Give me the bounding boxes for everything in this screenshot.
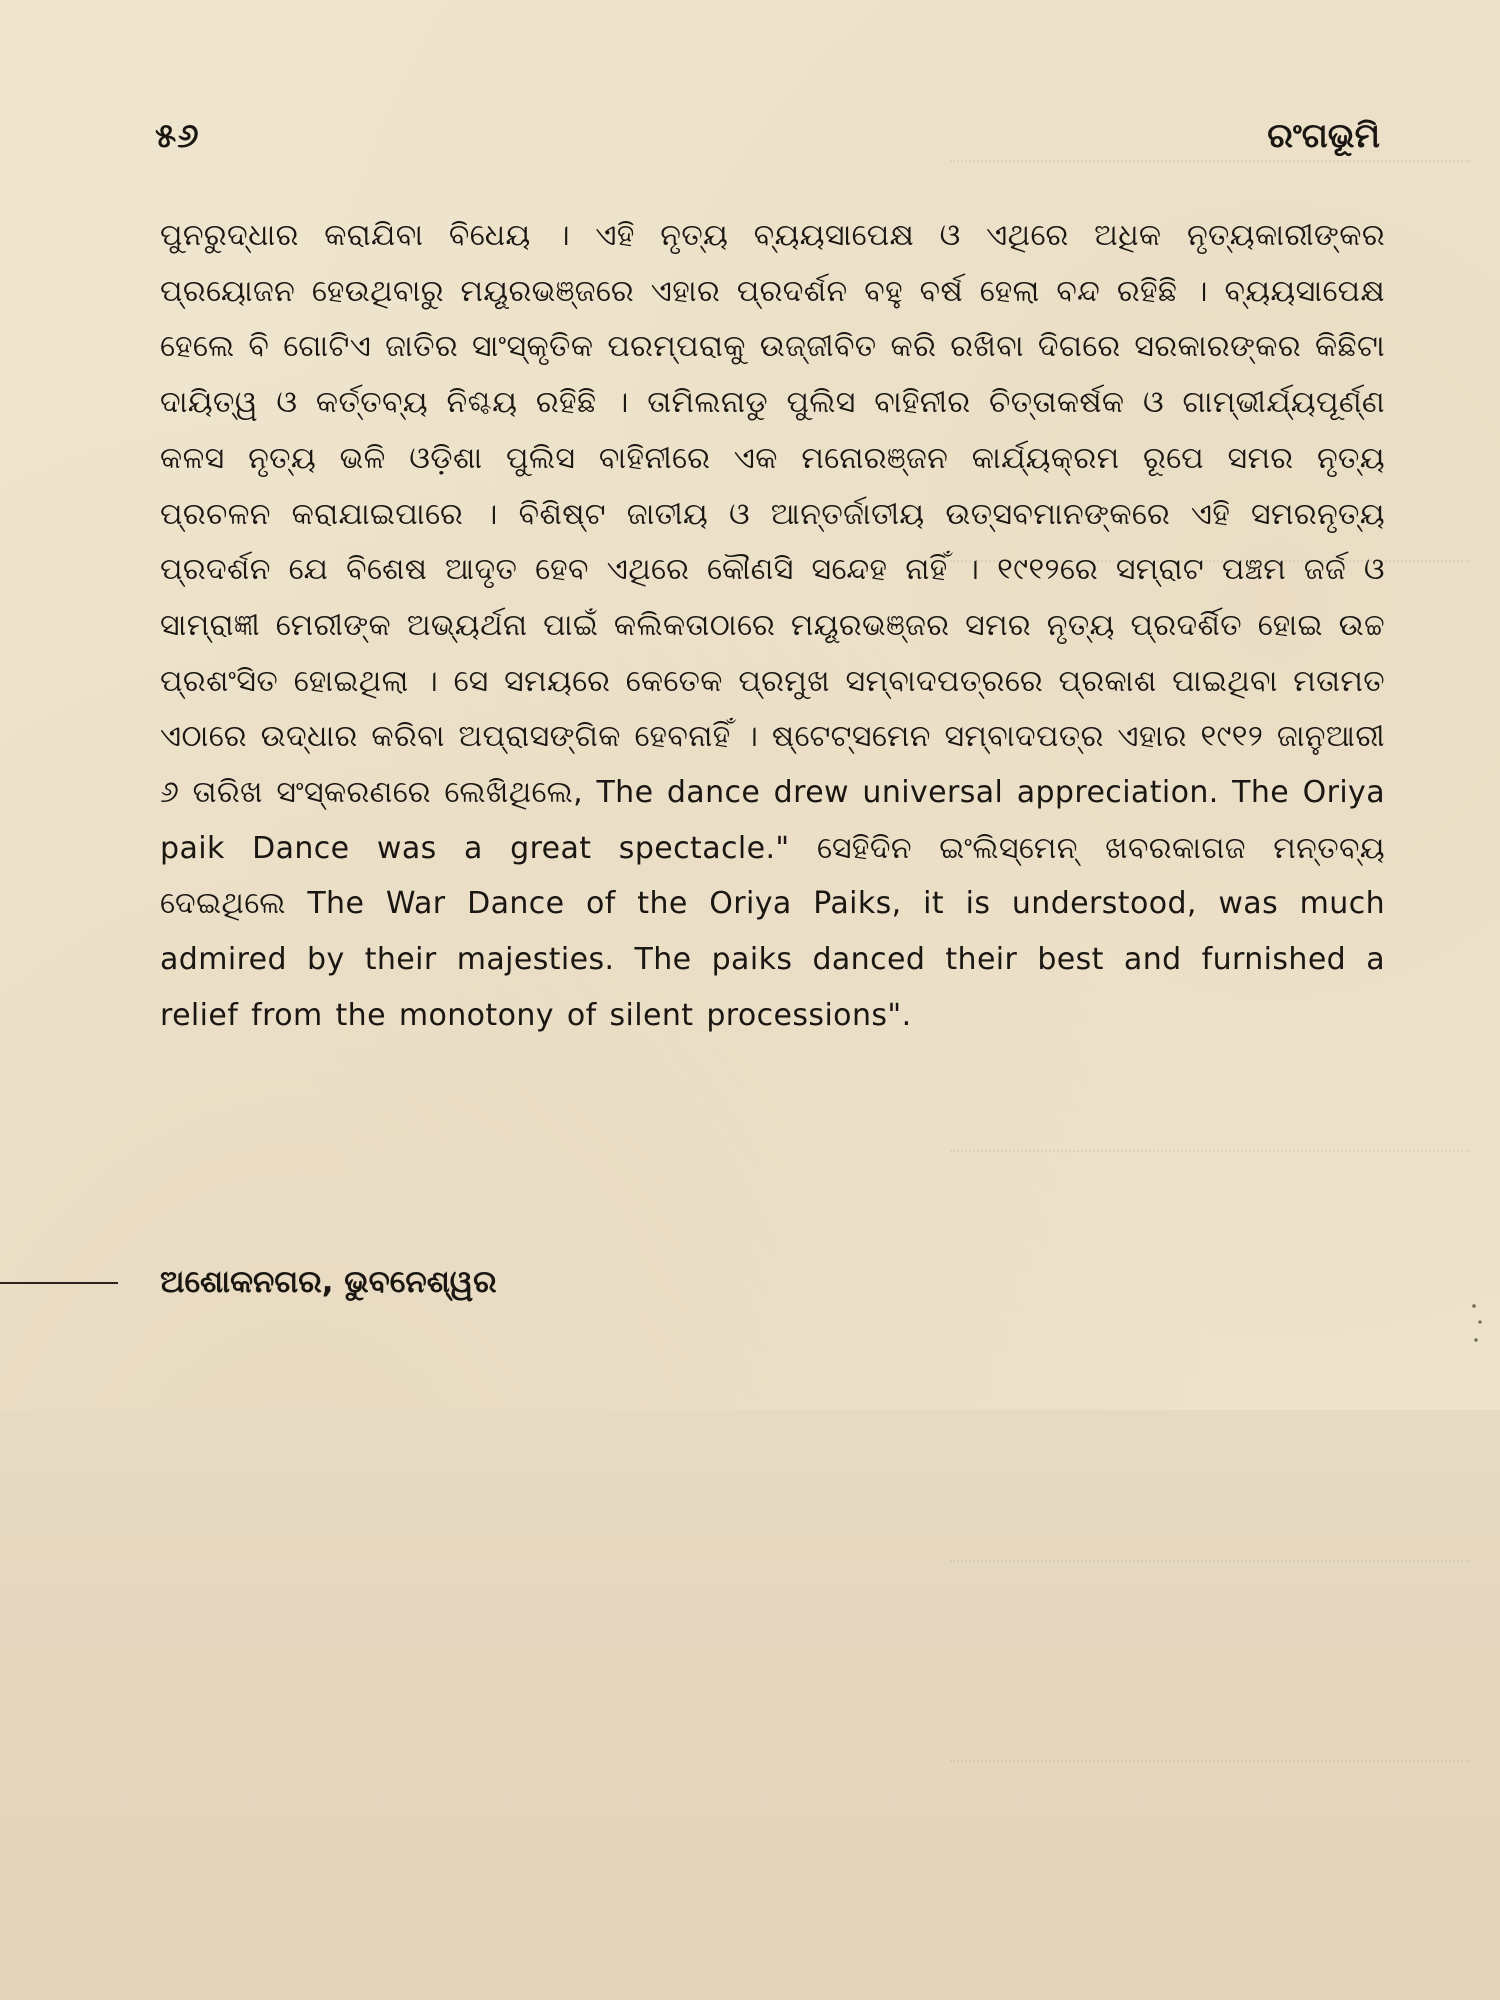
body-paragraph: ପୁନରୁଦ୍ଧାର କରାଯିବା ବିଧେୟ । ଏହି ନୃତ୍ୟ ବ୍ୟୟସାପେକ୍ଷ ଓ ଏଥିରେ ଅଧିକ ନୃତ୍ୟକାରୀଙ୍କର ପ୍ରୟୋଜନ ହେଉଥିବାରୁ ମୟୂରଭଞ୍ଜରେ ଏହାର ପ୍ରଦର୍ଶନ ବହୁ ବର୍ଷ ହେଲା ବନ୍ଦ ରହିଛି । ବ୍ୟୟସାପେକ୍ଷ ହେଲେ ବି ଗୋଟିଏ ଜାତିର ସାଂସ୍କୃତିକ ପରମ୍ପରାକୁ ଉଜ୍ଜୀବିତ କରି ରଖିବା ଦିଗରେ ସରକାରଙ୍କର କିଛିଟା ଦାୟିତ୍ୱ ଓ କର୍ତ୍ତବ୍ୟ ନିଶ୍ଚୟ ରହିଛି । ତାମିଲନାଡୁ ପୁଲିସ ବାହିନୀର ଚିତ୍ତାକର୍ଷକ ଓ ଗାମ୍ଭୀର୍ଯ୍ୟପୂର୍ଣ୍ଣ କଳସ ନୃତ୍ୟ ଭଳି ଓଡ଼ିଶା ପୁଲିସ ବାହିନୀରେ ଏକ ମନୋରଞ୍ଜନ କାର୍ଯ୍ୟକ୍ରମ ରୂପେ ସମର ନୃତ୍ୟ ପ୍ରଚଳନ କରାଯାଇପାରେ । ବିଶିଷ୍ଟ ଜାତୀୟ ଓ ଆନ୍ତର୍ଜାତୀୟ ଉତ୍ସବମାନଙ୍କରେ ଏହି ସମରନୃତ୍ୟ ପ୍ରଦର୍ଶନ ଯେ ବିଶେଷ ଆଦୃତ ହେବ ଏଥିରେ କୌଣସି ସନ୍ଦେହ ନାହିଁ । ୧୯୧୨ରେ ସମ୍ରାଟ ପଞ୍ଚମ ଜର୍ଜ ଓ ସାମ୍ରାଜ୍ଞୀ ମେରୀଙ୍କ ଅଭ୍ୟର୍ଥନା ପାଇଁ କଲିକତାଠାରେ ମୟୂରଭଞ୍ଜର ସମର ନୃତ୍ୟ ପ୍ରଦର୍ଶିତ ହୋଇ ଉଚ୍ଚ ପ୍ରଶଂସିତ ହୋଇଥିଲା । ସେ ସମୟରେ କେତେକ ପ୍ରମୁଖ ସମ୍ବାଦପତ୍ରରେ ପ୍ରକାଶ ପାଇଥିବା ମତାମତ ଏଠାରେ ଉଦ୍ଧାର କରିବା ଅପ୍ରାସଙ୍ଗିକ ହେବନାହିଁ । ଷ୍ଟେଟ୍ସମେନ ସମ୍ବାଦପତ୍ର ଏହାର ୧୯୧୨ ଜାନୁଆରୀ ୬ ତାରିଖ ସଂସ୍କରଣରେ ଲେଖିଥିଲେ, The dance drew universal appreciation. The Oriya paik Dance was a great spectacle." ସେହିଦିନ ଇଂଲିସ୍‌ମେନ୍ ଖବରକାଗଜ ମନ୍ତବ୍ୟ ଦେଇଥିଲେ The War Dance of the Oriya Paiks, it is understood, was much admired by their majesties. The paiks danced their best and furnished a relief from the monotony of silent processions". <box>160 218 1385 1033</box>
author-location: ଅଶୋକନଗର, ଭୁବନେଶ୍ୱର <box>160 1264 497 1300</box>
bleed-through-line <box>950 160 1470 172</box>
page-number: ୫୬ <box>155 116 200 156</box>
edge-specks <box>1470 1300 1486 1360</box>
bleed-through-line <box>950 1760 1470 1772</box>
bleed-through-line <box>950 1560 1470 1572</box>
page-shadow <box>0 1410 1500 2000</box>
bleed-through-line <box>950 1150 1470 1162</box>
signature-rule <box>0 1282 118 1284</box>
running-title: ରଂଗଭୂମି <box>1267 116 1380 156</box>
